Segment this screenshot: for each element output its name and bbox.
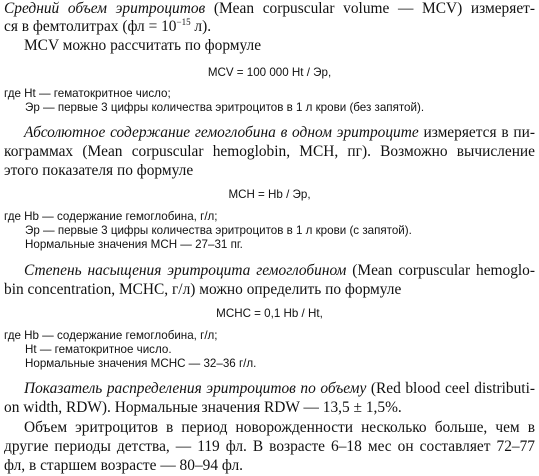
mchc-paragraph-line-1 xyxy=(4,262,535,280)
mch-line-1-text: измеряется в пи- xyxy=(418,124,535,141)
mcv-line-2-post: л). xyxy=(190,18,212,35)
rdw-line-1-text: (Red blood ceel distributi- xyxy=(366,380,535,397)
mch-formula: MCH = Hb / Эр, xyxy=(228,188,311,201)
mchc-paragraph-line-2: bin concentration, MCHC, г/л) можно определить по формуле xyxy=(4,281,402,298)
mcv-term: Средний объем эритроцитов xyxy=(4,0,206,17)
mchc-where-2: Ht — гематокритное число. xyxy=(25,343,172,356)
mcv-formula: MCV = 100 000 Ht / Эр, xyxy=(207,66,332,79)
mch-where-2: Эр — первые 3 цифры количества эритроцитов в 1 л крови (с запятой). xyxy=(25,224,412,237)
mch-where-1: где Hb — содержание гемоглобина, г/л; xyxy=(4,210,218,223)
mch-paragraph-line-3: этого показателя по формуле xyxy=(4,162,194,179)
age-paragraph-line-1 xyxy=(4,419,535,437)
mchc-term: Степень насыщения эритроцита гемоглобином xyxy=(24,262,347,279)
age-paragraph-line-3: фл, в старшем возрасте — 80–94 фл. xyxy=(4,457,243,474)
mcv-paragraph-line-1 xyxy=(4,0,535,18)
rdw-paragraph-line-1 xyxy=(4,380,535,398)
mch-norm: Нормальные значения МСН — 27–31 пг. xyxy=(25,238,243,251)
mchc-norm: Нормальные значения МСНС — 32–36 г/л. xyxy=(25,357,257,370)
mchc-line-1-text: (Mean corpuscular hemoglo- xyxy=(346,262,535,279)
mcv-paragraph-line-3: MCV можно рассчитать по формуле xyxy=(24,37,262,54)
mcv-line-2-pre: ся в фемтолитрах (фл = 10 xyxy=(4,18,177,35)
rdw-paragraph-line-2: on width, RDW). Нормальные значения RDW — 13,5 ± 1,5%. xyxy=(4,399,402,416)
age-line-1-text: Объем эритроцитов в период новорожденности несколько больше, чем в xyxy=(24,419,535,436)
mcv-paragraph-line-2 xyxy=(4,18,211,36)
rdw-term: Показатель распределения эритроцитов по объему xyxy=(24,380,367,397)
mcv-where-1: где Ht — гематокритное число; xyxy=(4,87,171,100)
mcv-exponent: −15 xyxy=(176,17,191,27)
mcv-where-2: Эр — первые 3 цифры количества эритроцитов в 1 л крови (без запятой). xyxy=(25,101,425,114)
mchc-where-1: где Hb — содержание гемоглобина, г/л; xyxy=(4,329,218,342)
mch-paragraph-line-1 xyxy=(4,124,535,142)
mch-term: Абсолютное содержание гемоглобина в одном эритроците xyxy=(24,124,419,141)
mcv-line-1-text: (Mean corpuscular volume — MCV) измеряет- xyxy=(205,0,535,17)
mchc-formula: MCHC = 0,1 Hb / Ht, xyxy=(216,307,323,320)
mch-paragraph-line-2: кограммах (Mean corpuscular hemoglobin, MCH, пг). Возможно вычисление xyxy=(4,143,535,160)
age-paragraph-line-2: другие периоды детства, — 119 фл. В возрасте 6–18 мес он составляет 72–77 xyxy=(4,438,535,455)
